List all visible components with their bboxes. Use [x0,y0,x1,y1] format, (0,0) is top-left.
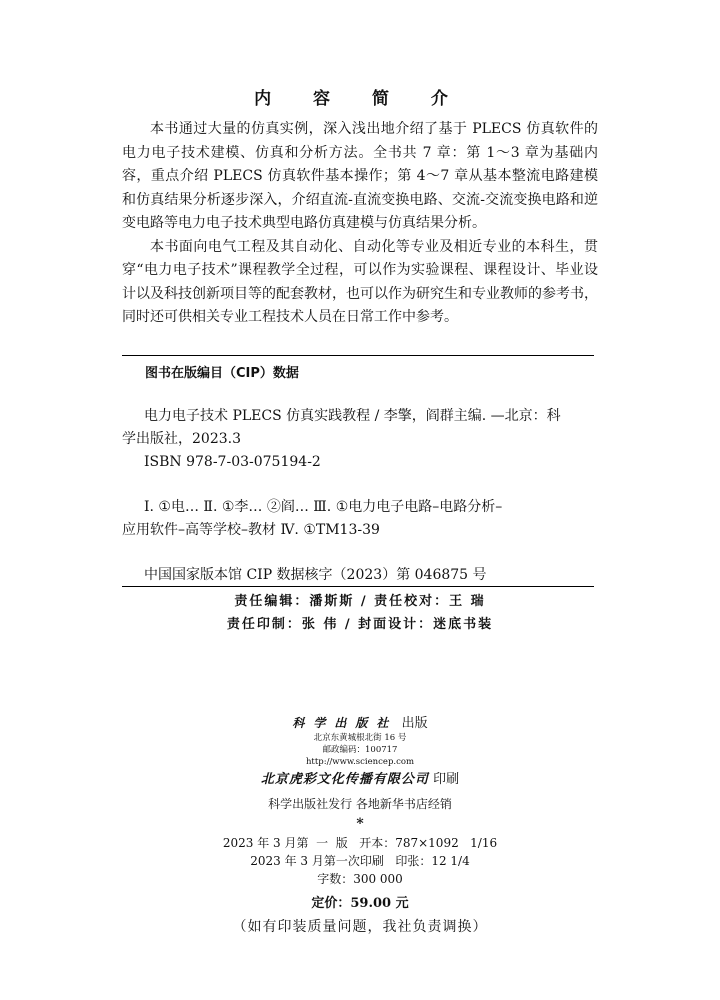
intro-section [122,118,598,330]
printer-name: 北京虎彩文化传播有限公司 [260,772,429,787]
printer-action: 印刷 [433,772,460,787]
quality-note: （如有印装质量问题，我社负责调换） [232,919,488,935]
publisher-address: 北京东黄城根北街 16 号 [313,733,407,743]
edition-line: 2023 年 3 月第 一 版 开本：787×1092 1/16 [222,836,498,850]
cip-top-rule [122,355,594,356]
separator-star: * [356,816,364,832]
distribution-line: 科学出版社发行 各地新华书店经销 [268,797,452,811]
edition-line: 2023 年 3 月第一次印刷 印张：12 1/4 [250,854,470,868]
publisher-line [0,712,720,731]
edition-block [0,834,720,888]
cip-class-line: Ⅰ. ①电… Ⅱ. ①李… ②阎… Ⅲ. ①电力电子电路–电路分析– [144,499,503,515]
cip-heading: 图书在版编目（CIP）数据 [145,366,299,381]
intro-paragraph: 本书通过大量的仿真实例，深入浅出地介绍了基于 PLECS 仿真软件的电力电子技术建模、仿真和分析方法。全书共 7 章：第 1～3 章为基础内容，重点介绍 PLECS 仿真软件基本操作；第 4～7 章从基本整流电路建模和仿真结果分析逐步深入，介绍直流-直流变换电路、交流-交流变换电路和逆变电路等电力电子技术典型电路仿真建模与仿真结果分析。 [122,121,598,231]
cip-class-line: 应用软件–高等学校–教材 Ⅳ. ①TM13-39 [122,522,380,538]
credits-line: 责任编辑：潘斯斯 / 责任校对：王 瑞 [234,594,486,609]
cip-bottom-rule [122,586,594,587]
publisher-name: 科学出版社 [292,716,398,730]
cip-entry-line: 电力电子技术 PLECS 仿真实践教程 / 李擎，阎群主编. —北京：科 [144,408,561,424]
publisher-postcode: 邮政编码：100717 [322,745,398,755]
cip-verification: 中国国家版本馆 CIP 数据核字（2023）第 046875 号 [144,567,487,583]
publisher-details [0,732,720,768]
intro-paragraph: 本书面向电气工程及其自动化、自动化等专业及相近专业的本科生，贯穿“电力电子技术”课程教学全过程，可以作为实验课程、课程设计、毕业设计以及科技创新项目等的配套教材，也可以作为研究生和专业教师的参考书，同时还可供相关专业工程技术人员在日常工作中参考。 [122,238,598,325]
cip-isbn: ISBN 978-7-03-075194-2 [144,454,321,470]
cip-block [122,405,592,587]
publisher-url: http://www.sciencep.com [305,757,415,767]
credits-line: 责任印制：张 伟 / 封面设计：迷底书装 [226,617,494,632]
cip-entry-line: 学出版社，2023.3 [122,431,241,447]
publisher-action: 出版 [401,716,428,731]
price: 定价：59.00 元 [311,896,409,911]
edition-line: 字数：300 000 [317,872,403,886]
printer-line [0,768,720,787]
page-title: 内 容 简 介 [254,89,466,109]
